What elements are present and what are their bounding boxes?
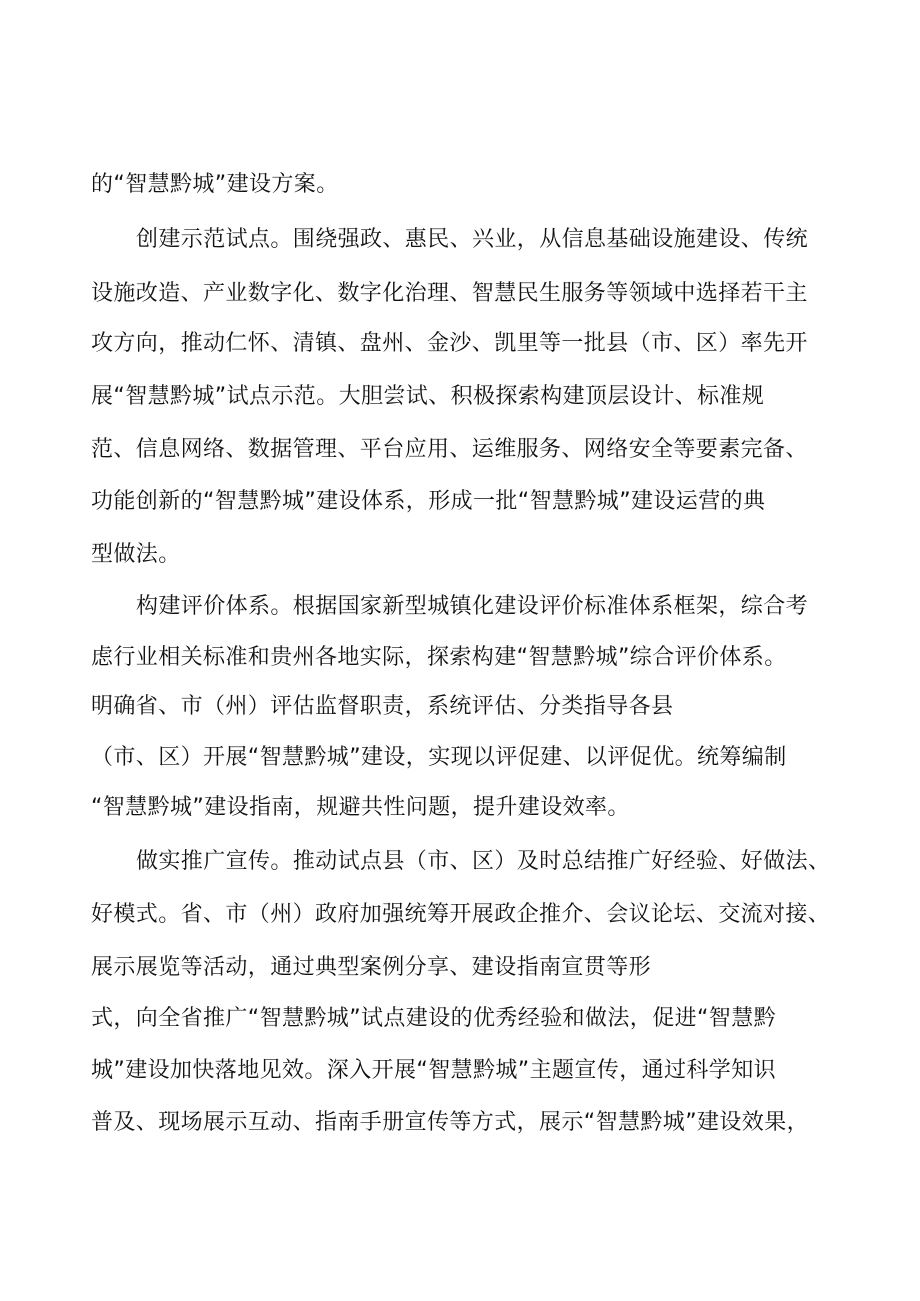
text-line: 展示展览等活动，通过典型案例分享、建设指南宣贯等形 bbox=[91, 955, 652, 980]
text-line: 范、信息网络、数据管理、平台应用、运维服务、网络安全等要素完备、 bbox=[91, 437, 808, 462]
text-line: 虑行业相关标准和贵州各地实际，探索构建“智慧黔城”综合评价体系。 bbox=[91, 645, 787, 670]
text-line: （市、区）开展“智慧黔城”建设，实现以评促建、以评促优。统筹编制 bbox=[91, 745, 787, 770]
text-line: 做实推广宣传。推动试点县（市、区）及时总结推广好经验、好做法、 bbox=[136, 849, 831, 874]
text-line: 明确省、市（州）评估监督职责，系统评估、分类指导各县 bbox=[91, 694, 674, 719]
text-line: 好模式。省、市（州）政府加强统筹开展政企推介、会议论坛、交流对接、 bbox=[91, 902, 831, 927]
text-line: 型做法。 bbox=[91, 542, 181, 567]
text-line: 城”建设加快落地见效。深入开展“智慧黔城”主题宣传，通过科学知识 bbox=[91, 1058, 776, 1083]
text-line: “智慧黔城”建设指南，规避共性问题，提升建设效率。 bbox=[91, 795, 630, 820]
text-line: 功能创新的“智慧黔城”建设体系，形成一批“智慧黔城”建设运营的典 bbox=[91, 489, 766, 514]
text-line: 设施改造、产业数字化、数字化治理、智慧民生服务等领域中选择若干主 bbox=[91, 281, 808, 306]
text-line: 构建评价体系。根据国家新型城镇化建设评价标准体系框架，综合考 bbox=[136, 594, 809, 619]
text-line: 创建示范试点。围绕强政、惠民、兴业，从信息基础设施建设、传统 bbox=[136, 227, 809, 252]
text-line: 普及、现场展示互动、指南手册宣传等方式，展示“智慧黔城”建设效果， bbox=[91, 1110, 809, 1135]
text-line: 的“智慧黔城”建设方案。 bbox=[91, 172, 339, 197]
text-line: 攻方向，推动仁怀、清镇、盘州、金沙、凯里等一批县（市、区）率先开 bbox=[91, 331, 808, 356]
text-line: 展“智慧黔城”试点示范。大胆尝试、积极探索构建顶层设计、标准规 bbox=[91, 384, 765, 409]
text-line: 式，向全省推广“智慧黔城”试点建设的优秀经验和做法，促进“智慧黔 bbox=[91, 1006, 776, 1031]
